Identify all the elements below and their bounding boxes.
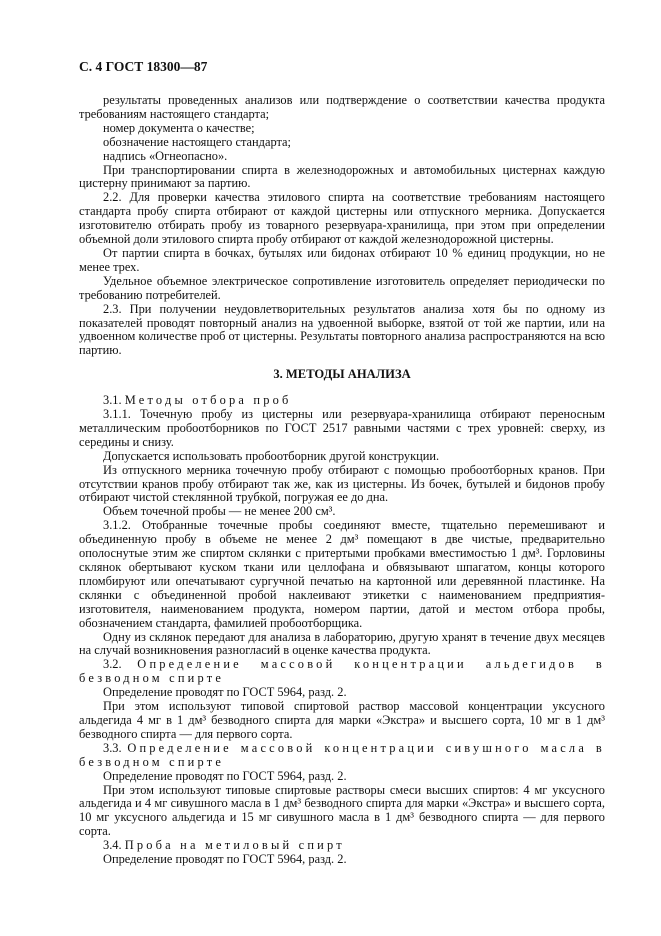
subsection-number: 3.2.	[103, 657, 122, 672]
paragraph: надпись «Огнеопасно».	[103, 148, 228, 163]
paragraph: Определение проводят по ГОСТ 5964, разд. 2.	[103, 685, 347, 700]
document-body	[79, 94, 605, 867]
paragraph: номер документа о качестве;	[103, 120, 255, 135]
paragraph: При этом используют типовой спиртовой раствор массовой концентрации уксусного альдегида 4 мг в 1 дм³ безводного спирта для марки «Экстра» и высшего сорта, 10 мг в 1 дм³ безводного спирта — для первого сорта.	[79, 699, 605, 741]
subsection-title: Определение массовой концентрации альдегидов в безводном спирте	[79, 657, 605, 686]
paragraph: Допускается использовать пробоотборник другой конструкции.	[103, 448, 440, 463]
subsection-title: Проба на метиловый спирт	[124, 838, 345, 853]
subsection-heading-3-3	[79, 742, 605, 770]
subsection-heading-3-2	[79, 658, 605, 686]
paragraph: От партии спирта в бочках, бутылях или бидонах отбирают 10 % единиц продукции, но не менее трех.	[79, 245, 605, 274]
subsection-number: 3.1.	[103, 393, 122, 408]
page-header: С. 4 ГОСТ 18300—87	[79, 59, 208, 74]
paragraph: результаты проведенных анализов или подтверждение о соответствии качества продукта требованиям настоящего стандарта;	[79, 93, 605, 121]
paragraph: Одну из склянок передают для анализа в лабораторию, другую хранят в течение двух месяцев на случай возникновения разногласий в оценке качества продукта.	[79, 629, 605, 658]
paragraph: 3.1.2. Отобранные точечные пробы соединяют вместе, тщательно перемешивают и объединенную пробу в объеме не менее 2 дм³ помещают в две чистые, предварительно ополоснутые этим же спиртом склянки с притертыми пробками вместимостью 1 дм³. Горловины склянок обертывают куском ткани или целлофана и обвязывают шпагатом, концы которого пломбируют или опечатывают сургучной печатью на картонной или деревянной пластинке. На склянки с объединенной пробой наклеивают этикетки с наименованием предприятия-изготовителя, наименованием продукта, номером партии, датой и местом отбора пробы, обозначением стандарта, фамилией пробоотборщика.	[79, 518, 605, 630]
subsection-heading-3-4	[79, 839, 605, 853]
paragraph: При этом используют типовые спиртовые растворы смеси высших спиртов: 4 мг уксусного альдегида и 4 мг сивушного масла в 1 дм³ безводного спирта для марки «Экстра» и высшего сорта, 10 мг уксусного альдегида и 15 мг сивушного масла в 1 дм³ безводного спирта — для первого сорта.	[79, 782, 605, 839]
paragraph: 2.3. При получении неудовлетворительных результатов анализа хотя бы по одному из показателей проводят повторный анализ на удвоенной выборке, взятой от той же партии, или на удвоенном количестве проб от цистерны. Результаты повторного анализа распространяются на всю партию.	[79, 301, 605, 358]
paragraph: обозначение настоящего стандарта;	[103, 134, 292, 149]
paragraph: Из отпускного мерника точечную пробу отбирают с помощью пробоотборных кранов. При отсутствии кранов пробу отбирают так же, как из цистерны. Из бочек, бутылей и бидонов пробу отбирают чистой стеклянной трубкой, погружая ее до дна.	[79, 462, 605, 505]
paragraph: Определение проводят по ГОСТ 5964, разд. 2.	[103, 852, 347, 867]
paragraph: 3.1.1. Точечную пробу из цистерны или резервуара-хранилища отбирают переносным металлическим пробоотборников по ГОСТ 2517 равными частями с трех уровней: сверху, из середины и снизу.	[79, 407, 605, 449]
subsection-number: 3.4.	[103, 838, 122, 853]
paragraph: При транспортировании спирта в железнодорожных и автомобильных цистернах каждую цистерну принимают за партию.	[79, 162, 605, 191]
paragraph: Удельное объемное электрическое сопротивление изготовитель определяет периодически по требованию потребителей.	[79, 273, 605, 302]
subsection-title: Определение массовой концентрации сивушного масла в безводном спирте	[79, 740, 605, 769]
subsection-heading-3-1	[79, 394, 605, 408]
subsection-number: 3.3.	[103, 740, 122, 755]
paragraph: 2.2. Для проверки качества этилового спирта на соответствие требованиям настоящего стандарта пробу спирта отбирают от каждой цистерны или отпускного мерника. Допускается изготовителю отбирать пробу из товарного резервуара-хранилища, при этом при определении объемной доли этилового спирта пробу отбирают от каждой железнодорожной цистерны.	[79, 190, 605, 247]
subsection-title: Методы отбора проб	[124, 393, 292, 408]
paragraph: Объем точечной пробы — не менее 200 см³.	[103, 504, 336, 519]
paragraph: Определение проводят по ГОСТ 5964, разд. 2.	[103, 768, 347, 783]
section-heading: 3. МЕТОДЫ АНАЛИЗА	[273, 367, 411, 382]
